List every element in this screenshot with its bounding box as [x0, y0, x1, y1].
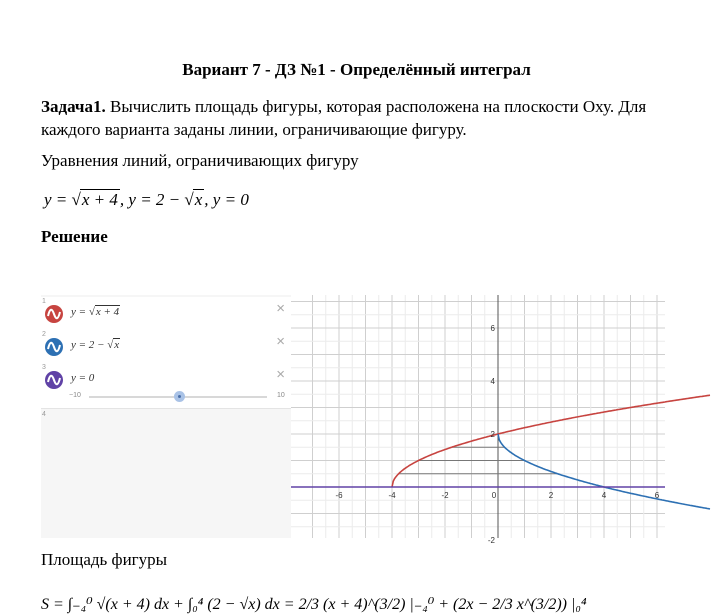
task-statement — [41, 95, 681, 141]
eq2-radicand: x — [194, 190, 203, 209]
graph-screenshot — [41, 295, 665, 545]
expression-row-3[interactable] — [41, 363, 291, 409]
slider-min: −10 — [69, 392, 81, 399]
y-tick-label: 6 — [490, 324, 495, 333]
row-number: 2 — [42, 331, 46, 338]
eq1-lhs: y = — [44, 190, 72, 209]
grid — [291, 295, 665, 538]
row-number: 1 — [42, 298, 46, 305]
document-title: Вариант 7 - ДЗ №1 - Определённый интеграл — [182, 60, 531, 79]
expression-list — [41, 295, 291, 538]
lines-intro: Уравнения линий, ограничивающих фигуру — [41, 151, 359, 170]
x-tick-label: -6 — [335, 491, 343, 500]
expression-text[interactable]: y = 2 − √x — [71, 339, 120, 351]
x-tick-label: 6 — [654, 491, 660, 500]
expression-text[interactable]: y = 0 — [71, 372, 95, 384]
row-number: 3 — [42, 364, 46, 371]
area-heading: Площадь фигуры — [41, 550, 168, 569]
expression-row-1[interactable] — [41, 297, 291, 331]
close-icon[interactable]: × — [276, 366, 285, 383]
y-tick-label: 4 — [490, 377, 495, 386]
solution-heading: Решение — [41, 227, 108, 246]
wave-icon[interactable] — [45, 338, 63, 356]
wave-icon[interactable] — [45, 305, 63, 323]
slider-max: 10 — [277, 392, 285, 399]
eq1-radicand: x + 4 — [81, 190, 118, 209]
expression-row-2[interactable] — [41, 330, 291, 364]
eq3: , y = 0 — [204, 190, 249, 209]
slider-handle[interactable] — [174, 391, 185, 402]
task-text: Вычислить площадь фигуры, которая расположена на плоскости Оху. Для каждого варианта заданы линии, ограничивающие фигуру. — [41, 97, 647, 139]
x-tick-label: 2 — [548, 491, 554, 500]
x-tick-label: 0 — [491, 491, 497, 500]
eq2-lhs: , y = 2 − — [119, 190, 185, 209]
expression-text[interactable]: y = √x + 4 — [71, 306, 120, 318]
y-tick-label: 2 — [490, 430, 495, 439]
wave-icon[interactable] — [45, 371, 63, 389]
sqrt-symbol: √ — [71, 190, 81, 209]
sqrt-symbol: √ — [184, 190, 194, 209]
row-number: 4 — [42, 411, 46, 418]
close-icon[interactable]: × — [276, 333, 285, 350]
y-tick-label: -2 — [487, 536, 495, 545]
x-tick-label: -4 — [388, 491, 396, 500]
graph-canvas[interactable] — [291, 295, 665, 545]
x-tick-label: -2 — [441, 491, 449, 500]
x-tick-label: 4 — [601, 491, 607, 500]
close-icon[interactable]: × — [276, 300, 285, 317]
task-label: Задача1. — [41, 97, 106, 116]
area-formula: S = ∫₋₄⁰ √(x + 4) dx + ∫₀⁴ (2 − √x) dx = 2/3 (x + 4)^(3/2) |₋₄⁰ + (2x − 2/3 x^(3/2)) |₀⁴ — [41, 596, 587, 613]
equations-line — [44, 189, 249, 210]
